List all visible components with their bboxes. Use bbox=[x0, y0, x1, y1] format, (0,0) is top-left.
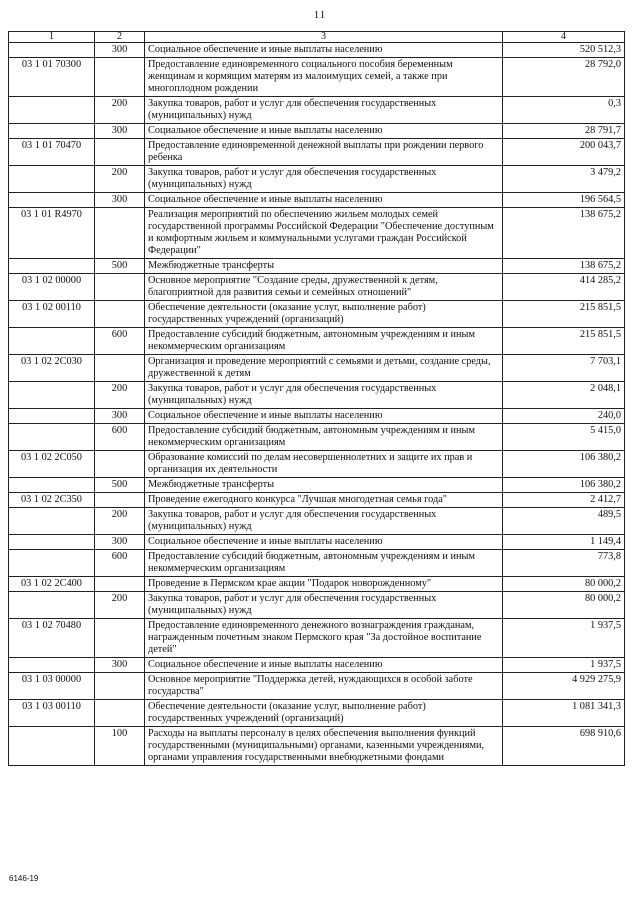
amount: 698 910,6 bbox=[503, 727, 625, 766]
item-name: Предоставление субсидий бюджетным, автономным учреждениям и иным некоммерческим организациям bbox=[145, 424, 503, 451]
amount: 28 791,7 bbox=[503, 124, 625, 139]
item-name: Межбюджетные трансферты bbox=[145, 478, 503, 493]
item-name: Проведение в Пермском крае акции "Подарок новорожденному" bbox=[145, 577, 503, 592]
expense-type-code: 500 bbox=[95, 259, 145, 274]
amount: 2 048,1 bbox=[503, 382, 625, 409]
amount: 4 929 275,9 bbox=[503, 673, 625, 700]
table-body bbox=[9, 43, 625, 766]
table-row bbox=[9, 535, 625, 550]
amount: 2 412,7 bbox=[503, 493, 625, 508]
target-article-code bbox=[9, 259, 95, 274]
expense-type-code bbox=[95, 355, 145, 382]
expense-type-code bbox=[95, 208, 145, 259]
expense-type-code: 300 bbox=[95, 43, 145, 58]
expense-type-code bbox=[95, 673, 145, 700]
table-row bbox=[9, 43, 625, 58]
target-article-code bbox=[9, 478, 95, 493]
table-row bbox=[9, 508, 625, 535]
expense-type-code bbox=[95, 700, 145, 727]
amount: 489,5 bbox=[503, 508, 625, 535]
target-article-code: 03 1 03 00000 bbox=[9, 673, 95, 700]
table-row bbox=[9, 124, 625, 139]
table-row bbox=[9, 619, 625, 658]
table-row bbox=[9, 139, 625, 166]
amount: 3 479,2 bbox=[503, 166, 625, 193]
item-name: Закупка товаров, работ и услуг для обеспечения государственных (муниципальных) нужд bbox=[145, 97, 503, 124]
expense-type-code bbox=[95, 139, 145, 166]
target-article-code bbox=[9, 43, 95, 58]
target-article-code bbox=[9, 508, 95, 535]
target-article-code: 03 1 02 2C350 bbox=[9, 493, 95, 508]
amount: 1 149,4 bbox=[503, 535, 625, 550]
expense-type-code: 300 bbox=[95, 409, 145, 424]
target-article-code bbox=[9, 550, 95, 577]
expense-type-code: 200 bbox=[95, 592, 145, 619]
item-name: Основное мероприятие "Поддержка детей, нуждающихся в особой заботе государства" bbox=[145, 673, 503, 700]
amount: 414 285,2 bbox=[503, 274, 625, 301]
target-article-code: 03 1 03 00110 bbox=[9, 700, 95, 727]
table-row bbox=[9, 424, 625, 451]
item-name: Социальное обеспечение и иные выплаты населению bbox=[145, 535, 503, 550]
expense-type-code bbox=[95, 493, 145, 508]
item-name: Предоставление субсидий бюджетным, автономным учреждениям и иным некоммерческим организациям bbox=[145, 550, 503, 577]
item-name: Предоставление единовременной денежной выплаты при рождении первого ребенка bbox=[145, 139, 503, 166]
column-header-1: 1 bbox=[9, 32, 95, 43]
item-name: Образование комиссий по делам несовершеннолетних и защите их прав и организация их деятельности bbox=[145, 451, 503, 478]
table-row bbox=[9, 166, 625, 193]
table-row bbox=[9, 478, 625, 493]
item-name: Социальное обеспечение и иные выплаты населению bbox=[145, 658, 503, 673]
column-header-2: 2 bbox=[95, 32, 145, 43]
expense-type-code: 200 bbox=[95, 508, 145, 535]
table-row bbox=[9, 451, 625, 478]
target-article-code: 03 1 02 00000 bbox=[9, 274, 95, 301]
expense-type-code: 300 bbox=[95, 658, 145, 673]
expense-type-code bbox=[95, 301, 145, 328]
target-article-code bbox=[9, 535, 95, 550]
column-header-3: 3 bbox=[145, 32, 503, 43]
item-name: Обеспечение деятельности (оказание услуг, выполнение работ) государственных учреждений (организаций) bbox=[145, 301, 503, 328]
table-row bbox=[9, 382, 625, 409]
item-name: Социальное обеспечение и иные выплаты населению bbox=[145, 409, 503, 424]
table-row bbox=[9, 301, 625, 328]
amount: 5 415,0 bbox=[503, 424, 625, 451]
target-article-code: 03 1 02 70480 bbox=[9, 619, 95, 658]
item-name: Закупка товаров, работ и услуг для обеспечения государственных (муниципальных) нужд bbox=[145, 508, 503, 535]
column-header-4: 4 bbox=[503, 32, 625, 43]
amount: 200 043,7 bbox=[503, 139, 625, 166]
item-name: Закупка товаров, работ и услуг для обеспечения государственных (муниципальных) нужд bbox=[145, 592, 503, 619]
expense-type-code bbox=[95, 451, 145, 478]
expense-type-code: 600 bbox=[95, 550, 145, 577]
amount: 28 792,0 bbox=[503, 58, 625, 97]
expense-type-code bbox=[95, 58, 145, 97]
amount: 106 380,2 bbox=[503, 451, 625, 478]
table-row bbox=[9, 409, 625, 424]
item-name: Расходы на выплаты персоналу в целях обеспечения выполнения функций государственными (муниципальными) органами, казенными учреждениями, органами управления государственными внебюджетными фондами bbox=[145, 727, 503, 766]
table-row bbox=[9, 550, 625, 577]
budget-table bbox=[8, 31, 625, 766]
amount: 240,0 bbox=[503, 409, 625, 424]
expense-type-code bbox=[95, 274, 145, 301]
target-article-code: 03 1 02 2C030 bbox=[9, 355, 95, 382]
expense-type-code: 600 bbox=[95, 328, 145, 355]
target-article-code bbox=[9, 97, 95, 124]
target-article-code bbox=[9, 424, 95, 451]
item-name: Организация и проведение мероприятий с семьями и детьми, создание среды, дружественной к детям bbox=[145, 355, 503, 382]
amount: 106 380,2 bbox=[503, 478, 625, 493]
target-article-code bbox=[9, 658, 95, 673]
table-row bbox=[9, 259, 625, 274]
item-name: Социальное обеспечение и иные выплаты населению bbox=[145, 193, 503, 208]
table-row bbox=[9, 592, 625, 619]
table-row bbox=[9, 727, 625, 766]
target-article-code: 03 1 02 2C400 bbox=[9, 577, 95, 592]
amount: 80 000,2 bbox=[503, 577, 625, 592]
item-name: Проведение ежегодного конкурса "Лучшая многодетная семья года" bbox=[145, 493, 503, 508]
amount: 196 564,5 bbox=[503, 193, 625, 208]
table-row bbox=[9, 97, 625, 124]
item-name: Закупка товаров, работ и услуг для обеспечения государственных (муниципальных) нужд bbox=[145, 382, 503, 409]
target-article-code bbox=[9, 193, 95, 208]
expense-type-code: 300 bbox=[95, 124, 145, 139]
table-row bbox=[9, 493, 625, 508]
column-number-row bbox=[9, 32, 625, 43]
target-article-code: 03 1 01 70470 bbox=[9, 139, 95, 166]
amount: 773,8 bbox=[503, 550, 625, 577]
expense-type-code: 200 bbox=[95, 166, 145, 193]
table-row bbox=[9, 355, 625, 382]
table-row bbox=[9, 700, 625, 727]
target-article-code bbox=[9, 382, 95, 409]
table-row bbox=[9, 328, 625, 355]
expense-type-code: 300 bbox=[95, 193, 145, 208]
expense-type-code: 600 bbox=[95, 424, 145, 451]
table-row bbox=[9, 208, 625, 259]
expense-type-code bbox=[95, 577, 145, 592]
target-article-code: 03 1 02 2C050 bbox=[9, 451, 95, 478]
page-number: 11 bbox=[313, 9, 327, 21]
target-article-code bbox=[9, 328, 95, 355]
target-article-code: 03 1 01 70300 bbox=[9, 58, 95, 97]
item-name: Основное мероприятие "Создание среды, дружественной к детям, благоприятной для развития семьи и семейных отношений" bbox=[145, 274, 503, 301]
item-name: Социальное обеспечение и иные выплаты населению bbox=[145, 124, 503, 139]
expense-type-code: 200 bbox=[95, 382, 145, 409]
expense-type-code: 200 bbox=[95, 97, 145, 124]
item-name: Межбюджетные трансферты bbox=[145, 259, 503, 274]
item-name: Социальное обеспечение и иные выплаты населению bbox=[145, 43, 503, 58]
item-name: Предоставление единовременного денежного вознаграждения гражданам, награжденным почетным знаком Пермского края "За достойное воспитание детей" bbox=[145, 619, 503, 658]
item-name: Предоставление единовременного социального пособия беременным женщинам и кормящим матерям из малоимущих семей, а также при многоплодном рождении bbox=[145, 58, 503, 97]
amount: 1 937,5 bbox=[503, 658, 625, 673]
expense-type-code bbox=[95, 619, 145, 658]
table-row bbox=[9, 577, 625, 592]
item-name: Реализация мероприятий по обеспечению жильем молодых семей государственной программы Российской Федерации "Обеспечение доступным и комфортным жильем и коммунальными услугами граждан Российской Федерации" bbox=[145, 208, 503, 259]
amount: 1 937,5 bbox=[503, 619, 625, 658]
amount: 215 851,5 bbox=[503, 301, 625, 328]
amount: 1 081 341,3 bbox=[503, 700, 625, 727]
target-article-code bbox=[9, 124, 95, 139]
target-article-code bbox=[9, 409, 95, 424]
item-name: Закупка товаров, работ и услуг для обеспечения государственных (муниципальных) нужд bbox=[145, 166, 503, 193]
item-name: Предоставление субсидий бюджетным, автономным учреждениям и иным некоммерческим организациям bbox=[145, 328, 503, 355]
expense-type-code: 100 bbox=[95, 727, 145, 766]
target-article-code bbox=[9, 592, 95, 619]
amount: 0,3 bbox=[503, 97, 625, 124]
amount: 7 703,1 bbox=[503, 355, 625, 382]
amount: 215 851,5 bbox=[503, 328, 625, 355]
amount: 520 512,3 bbox=[503, 43, 625, 58]
document-code: 6146-19 bbox=[9, 874, 39, 883]
table-row bbox=[9, 658, 625, 673]
amount: 138 675,2 bbox=[503, 259, 625, 274]
expense-type-code: 500 bbox=[95, 478, 145, 493]
target-article-code: 03 1 02 00110 bbox=[9, 301, 95, 328]
expense-type-code: 300 bbox=[95, 535, 145, 550]
table-row bbox=[9, 58, 625, 97]
amount: 138 675,2 bbox=[503, 208, 625, 259]
item-name: Обеспечение деятельности (оказание услуг, выполнение работ) государственных учреждений (организаций) bbox=[145, 700, 503, 727]
target-article-code: 03 1 01 R4970 bbox=[9, 208, 95, 259]
table-row bbox=[9, 193, 625, 208]
target-article-code bbox=[9, 166, 95, 193]
target-article-code bbox=[9, 727, 95, 766]
table-row bbox=[9, 274, 625, 301]
table-row bbox=[9, 673, 625, 700]
amount: 80 000,2 bbox=[503, 592, 625, 619]
